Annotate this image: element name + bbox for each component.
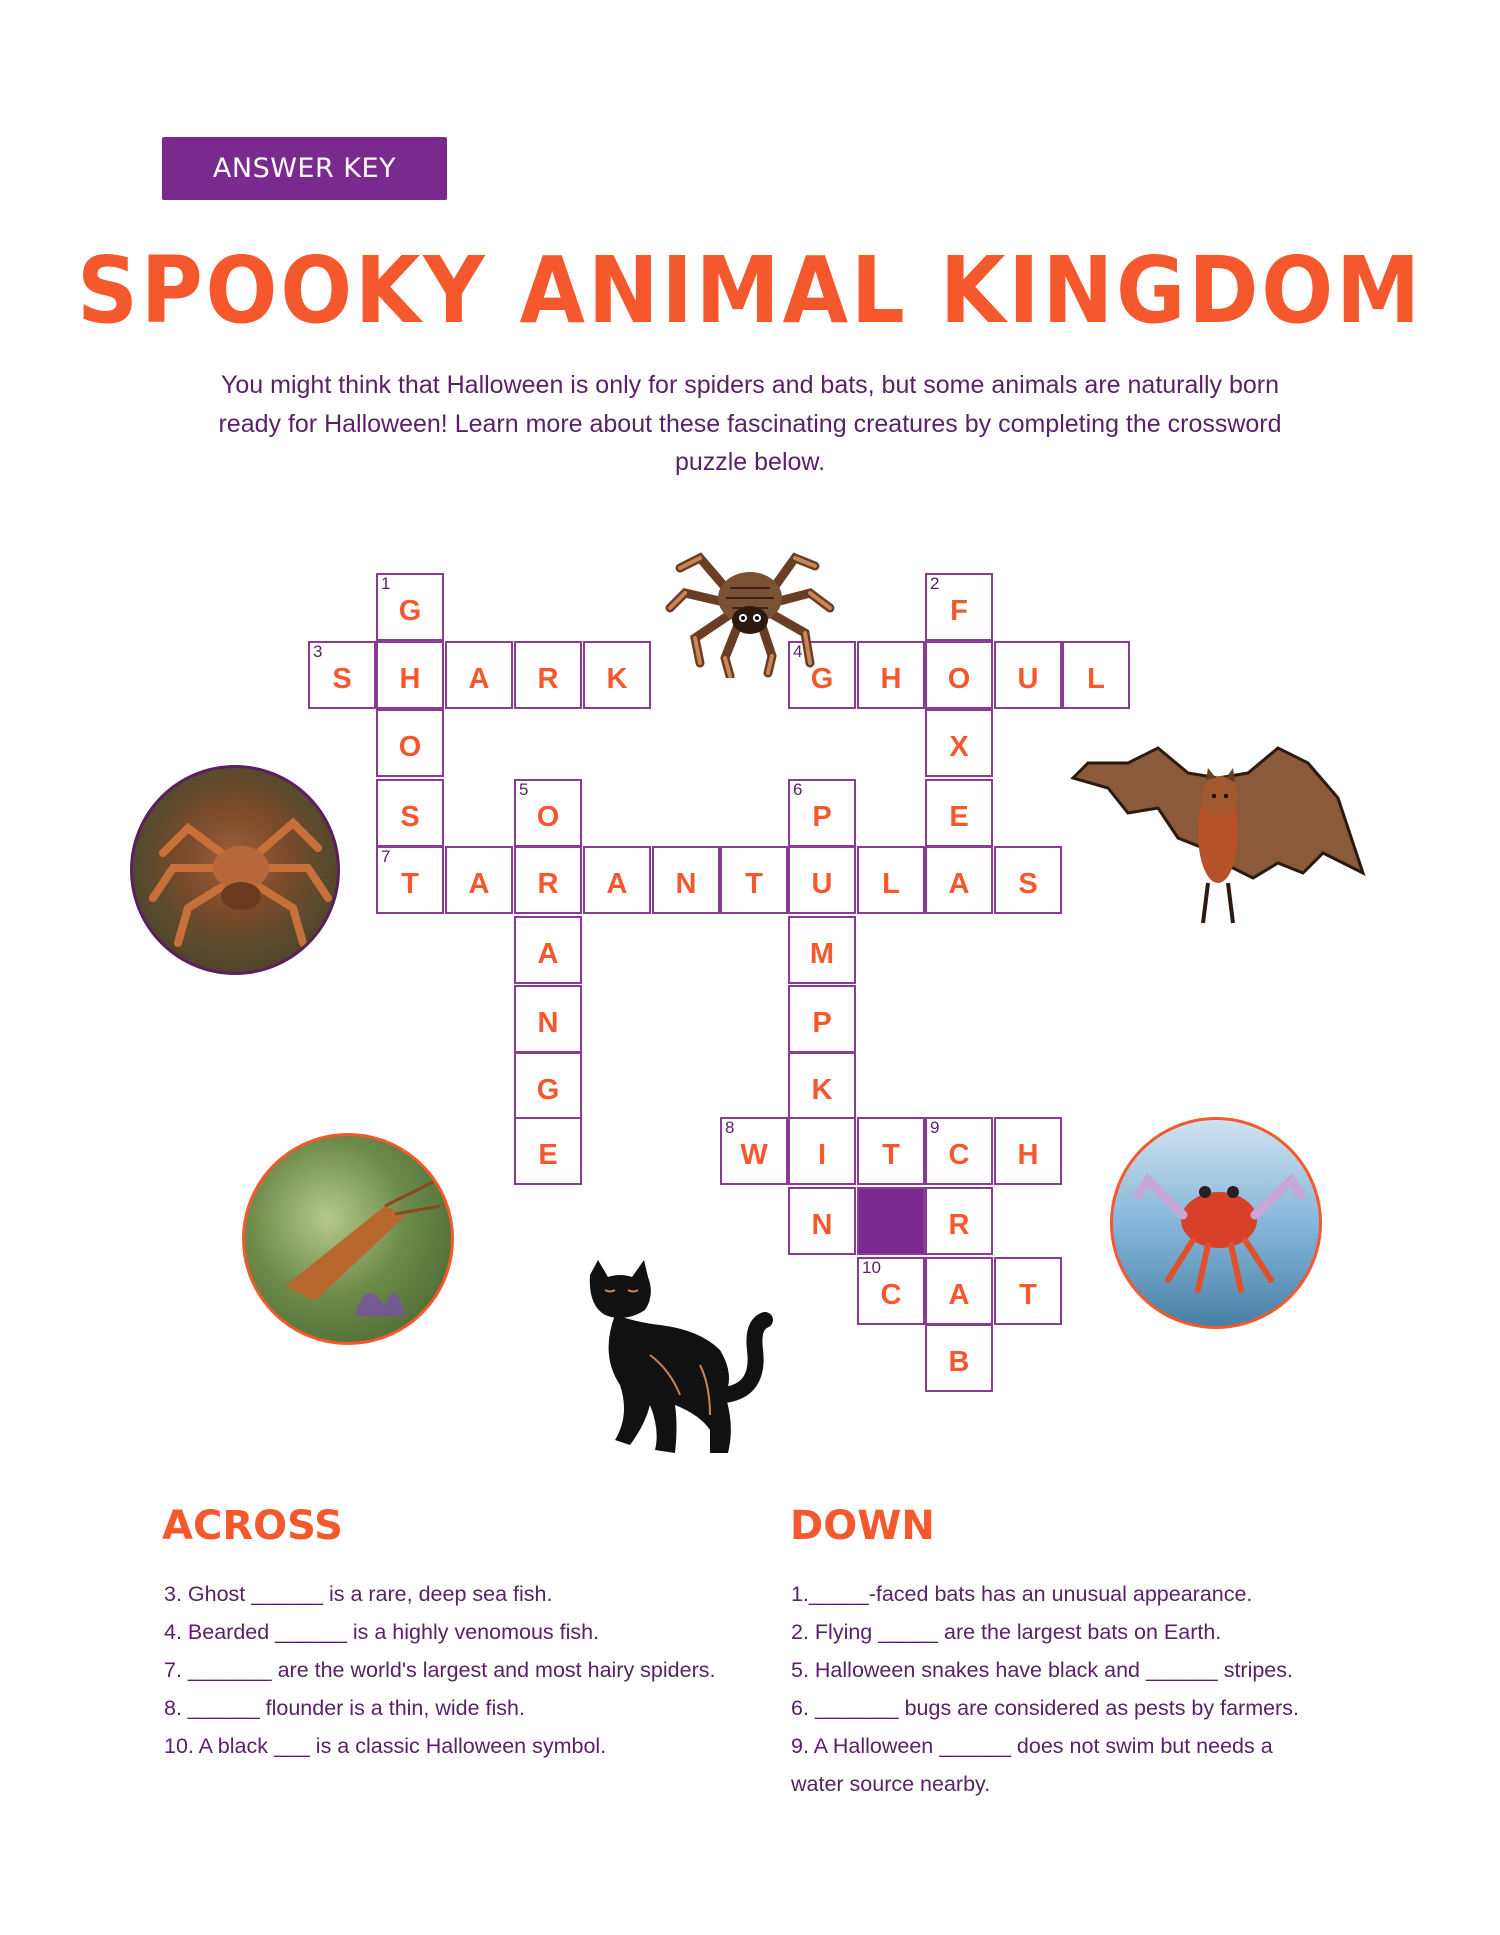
black-cat-icon	[560, 1255, 780, 1465]
down-heading: DOWN	[790, 1503, 935, 1549]
clue-number: 5	[519, 780, 529, 799]
grid-cell	[788, 916, 856, 984]
answer-letter: A	[537, 938, 559, 970]
grid-cell	[514, 779, 582, 847]
answer-letter: G	[810, 663, 834, 695]
clue-number: 8	[725, 1118, 735, 1137]
answer-letter: T	[1019, 1279, 1037, 1311]
down-clues	[791, 1575, 1299, 1803]
clue-number: 10	[862, 1258, 881, 1277]
answer-letter: E	[949, 801, 969, 833]
grid-cell	[583, 641, 651, 709]
grid-cell	[925, 779, 993, 847]
grid-cell	[308, 641, 376, 709]
grid-cell	[994, 1257, 1062, 1325]
answer-letter: I	[817, 1139, 827, 1171]
answer-letter: B	[948, 1346, 970, 1378]
answer-letter: G	[536, 1074, 560, 1106]
across-heading: ACROSS	[162, 1503, 343, 1549]
grid-cell	[925, 573, 993, 641]
answer-letter: N	[811, 1209, 833, 1241]
across-clues	[164, 1575, 715, 1765]
clue-down-1: 1._____-faced bats has an unusual appearance.	[791, 1582, 1253, 1606]
grid-cell	[652, 846, 720, 914]
answer-letter: H	[880, 663, 902, 695]
intro-text: You might think that Halloween is only for spiders and bats, but some animals are naturally born ready for Halloween! Learn more about these fascinating creatures by completing the crossword puzzle below.	[218, 371, 1282, 476]
answer-letter: A	[468, 868, 490, 900]
grid-cell	[720, 1117, 788, 1185]
answer-letter: X	[949, 731, 969, 763]
grid-cell	[788, 1052, 856, 1120]
grid-cell	[445, 846, 513, 914]
answer-letter: A	[468, 663, 490, 695]
grid-cell	[925, 1257, 993, 1325]
grid-cell	[994, 641, 1062, 709]
page-title: SPOOKY ANIMAL KINGDOM	[76, 237, 1423, 344]
answer-letter: F	[950, 595, 968, 627]
answer-letter: H	[1017, 1139, 1039, 1171]
grid-cell	[925, 1117, 993, 1185]
answer-letter: R	[948, 1209, 970, 1241]
grid-cell	[376, 573, 444, 641]
grid-cell	[788, 779, 856, 847]
grid-cell	[720, 846, 788, 914]
leaf-bug-photo	[242, 1133, 454, 1345]
clue-down-6: 6. _______ bugs are considered as pests by farmers.	[791, 1696, 1299, 1720]
clue-across-8: 8. ______ flounder is a thin, wide fish.	[164, 1696, 525, 1720]
answer-letter: M	[809, 938, 835, 970]
clue-down-2: 2. Flying _____ are the largest bats on Earth.	[791, 1620, 1222, 1644]
grid-cell	[994, 1117, 1062, 1185]
answer-letter: A	[948, 868, 970, 900]
grid-cell	[788, 985, 856, 1053]
answer-letter: P	[812, 801, 832, 833]
grid-cell	[583, 846, 651, 914]
answer-letter: O	[398, 731, 422, 763]
crab-icon	[1113, 1120, 1322, 1329]
clue-number: 1	[381, 574, 391, 593]
answer-letter: O	[947, 663, 971, 695]
answer-letter: T	[882, 1139, 900, 1171]
grid-cell	[925, 846, 993, 914]
grid-cell	[788, 1187, 856, 1255]
answer-letter: S	[400, 801, 420, 833]
answer-letter: H	[399, 663, 421, 695]
answer-letter: K	[811, 1074, 833, 1106]
grid-cell	[514, 985, 582, 1053]
grid-cell	[857, 1257, 925, 1325]
answer-letter: T	[745, 868, 763, 900]
grid-cell	[788, 846, 856, 914]
tarantula-photo	[130, 765, 340, 975]
answer-letter: U	[1017, 663, 1039, 695]
answer-letter: U	[811, 868, 833, 900]
answer-letter: W	[740, 1139, 768, 1171]
grid-cell	[514, 1117, 582, 1185]
answer-letter: N	[675, 868, 697, 900]
clue-down-9-cont: water source nearby.	[791, 1772, 991, 1796]
answer-letter: L	[1087, 663, 1105, 695]
grid-cell	[514, 641, 582, 709]
answer-key-badge: ANSWER KEY	[162, 137, 447, 200]
answer-letter: S	[1018, 868, 1038, 900]
grid-cell	[445, 641, 513, 709]
clue-down-5: 5. Halloween snakes have black and ______ stripes.	[791, 1658, 1293, 1682]
grid-cell	[925, 641, 993, 709]
answer-letter: A	[606, 868, 628, 900]
answer-letter: A	[948, 1279, 970, 1311]
grid-cell	[376, 779, 444, 847]
tarantula-icon	[133, 768, 340, 975]
clue-across-4: 4. Bearded ______ is a highly venomous fish.	[164, 1620, 600, 1644]
answer-letter: R	[537, 868, 559, 900]
grid-cell	[857, 846, 925, 914]
answer-letter: L	[882, 868, 900, 900]
grid-cell	[376, 709, 444, 777]
answer-letter: C	[948, 1139, 970, 1171]
clue-across-10: 10. A black ___ is a classic Halloween symbol.	[164, 1734, 607, 1758]
grid-cell	[925, 1187, 993, 1255]
cartoon-spider-icon	[660, 538, 840, 678]
grid-cell	[1062, 641, 1130, 709]
answer-letter: G	[398, 595, 422, 627]
grid-block-cell	[857, 1187, 925, 1255]
answer-letter: T	[401, 868, 419, 900]
clue-number: 2	[930, 574, 940, 593]
leaf-bug-icon	[245, 1136, 454, 1345]
answer-letter: O	[536, 801, 560, 833]
clue-number: 4	[793, 642, 803, 661]
clue-number: 7	[381, 847, 391, 866]
halloween-crab-photo	[1110, 1117, 1322, 1329]
answer-letter: N	[537, 1007, 559, 1039]
clue-number: 9	[930, 1118, 940, 1137]
answer-letter: K	[606, 663, 628, 695]
grid-cell	[994, 846, 1062, 914]
grid-cell	[857, 1117, 925, 1185]
answer-letter: E	[538, 1139, 558, 1171]
grid-cell	[376, 641, 444, 709]
bat-icon	[1068, 738, 1368, 928]
grid-cell	[514, 1052, 582, 1120]
grid-cell	[376, 846, 444, 914]
clue-across-7: 7. _______ are the world's largest and most hairy spiders.	[164, 1658, 716, 1682]
grid-cell	[857, 641, 925, 709]
answer-letter: R	[537, 663, 559, 695]
clue-across-3: 3. Ghost ______ is a rare, deep sea fish.	[164, 1582, 553, 1606]
answer-letter: S	[332, 663, 352, 695]
clue-down-9: 9. A Halloween ______ does not swim but needs a	[791, 1734, 1273, 1758]
clue-number: 3	[313, 642, 323, 661]
answer-letter: C	[880, 1279, 902, 1311]
grid-cell	[514, 846, 582, 914]
grid-cell	[925, 1324, 993, 1392]
clue-number: 6	[793, 780, 803, 799]
answer-letter: P	[812, 1007, 832, 1039]
grid-cell	[514, 916, 582, 984]
grid-cell	[788, 1117, 856, 1185]
grid-cell	[925, 709, 993, 777]
